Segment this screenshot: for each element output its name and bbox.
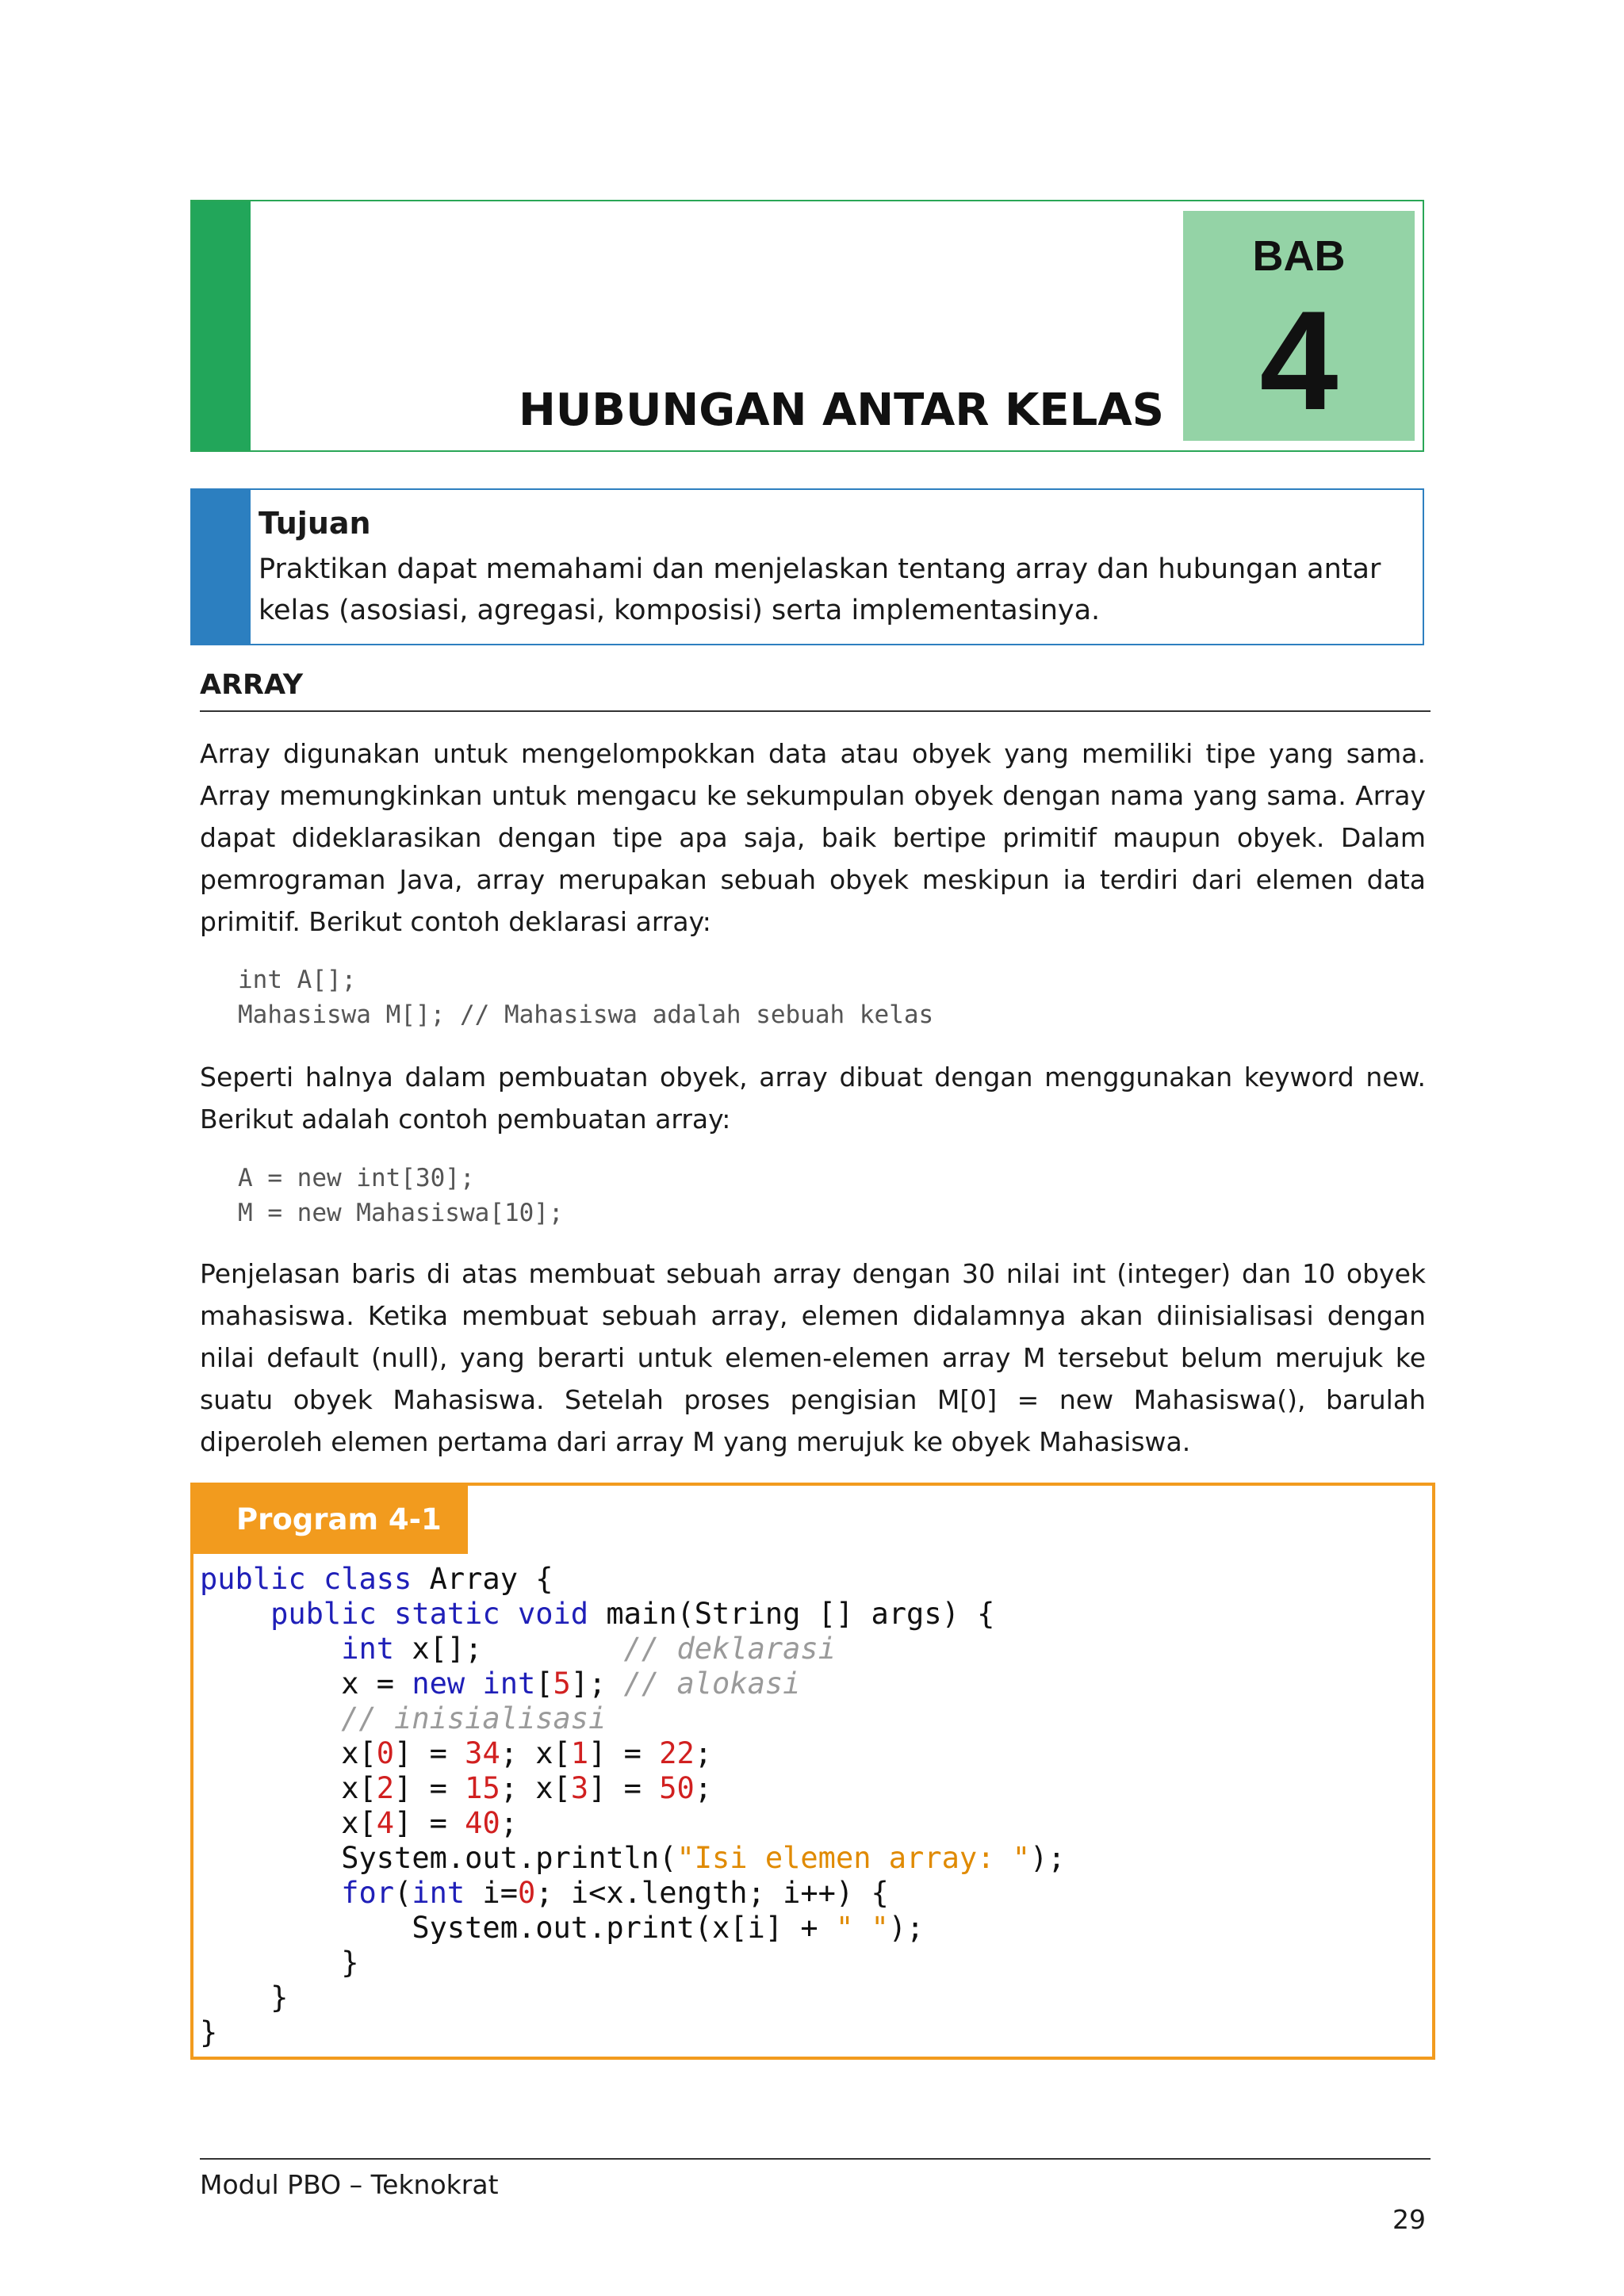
number: 4 [376,1806,395,1840]
code: System.out.print(x[i] + [412,1911,836,1945]
objective-heading: Tujuan [259,506,371,541]
bab-label: BAB [1252,232,1346,280]
kw: int [482,1667,536,1701]
code: } [200,2015,218,2049]
number: 40 [465,1806,500,1840]
code-line: M = new Mahasiswa[10]; [238,1199,564,1227]
number: 1 [570,1736,589,1770]
chapter-title: HUBUNGAN ANTAR KELAS [518,385,1164,436]
code: x[]; [394,1632,483,1666]
code: main(String [] args) { [588,1597,995,1631]
code: x[ [341,1771,377,1805]
code-instantiation [238,1161,564,1230]
code: ] = [394,1736,465,1770]
comment: // alokasi [623,1667,801,1701]
paragraph-array-intro: Array digunakan untuk mengelompokkan data atau obyek yang memiliki tipe yang sama. Array memungkinkan untuk mengacu ke sekumpulan obyek dengan nama yang sama. Array dapat dideklarasikan dengan tipe apa saja, baik bertipe primitif maupun obyek. Dalam pemrograman Java, array merupakan sebuah obyek meskipun ia terdiri dari elemen data primitif. Berikut contoh deklarasi array: [200,738,1426,937]
number: 22 [659,1736,695,1770]
code-line: A = new int[30]; [238,1164,475,1192]
kw: void [517,1597,589,1631]
kw: for [341,1876,395,1910]
string: " " [835,1911,889,1945]
section-title: ARRAY [200,669,1431,712]
chapter-header [190,200,1424,452]
code: ] = [394,1771,465,1805]
objective-box [190,488,1424,645]
kw: int [341,1632,395,1666]
code: x[ [341,1736,377,1770]
program-label: Program 4-1 [193,1486,468,1554]
code: ; [694,1771,713,1805]
paragraph-array-explanation: Penjelasan baris di atas membuat sebuah array dengan 30 nilai int (integer) dan 10 obyek mahasiswa. Ketika membuat sebuah array, elemen didalamnya akan diinisialisasi dengan nilai default (null), yang berarti untuk elemen-elemen array M tersebut belum merujuk ke suatu obyek Mahasiswa. Setelah proses pengisian M[0] = new Mahasiswa(), barulah diperoleh elemen pertama dari array M yang merujuk ke obyek Mahasiswa. [200,1258,1426,1457]
chapter-accent-bar [192,201,251,450]
code: ] = [588,1736,660,1770]
code: x[ [341,1806,377,1840]
number: 0 [517,1876,536,1910]
code: x = [341,1667,412,1701]
code: } [270,1980,289,2015]
program-code [200,1562,1066,2050]
number: 0 [376,1736,395,1770]
code: ); [888,1911,925,1945]
number: 2 [376,1771,395,1805]
code: ( [394,1876,412,1910]
number: 50 [659,1771,695,1805]
code: ); [1030,1841,1066,1875]
code: System.out.println( [341,1841,677,1875]
code-line: int A[]; [238,966,357,994]
code: ] [570,1667,589,1701]
footer-divider [200,2158,1431,2160]
objective-text: Praktikan dapat memahami dan menjelaskan tentang array dan hubungan antar kelas (asosiasi, agregasi, komposisi) serta implementasinya. [259,553,1381,626]
objective-accent-bar [192,490,251,644]
string: "Isi elemen array: " [676,1841,1030,1875]
code: ; i<x.length; i++) { [535,1876,889,1910]
program-listing [190,1483,1435,2060]
number: 34 [465,1736,500,1770]
kw: int [412,1876,465,1910]
number: 3 [570,1771,589,1805]
code: ] = [394,1806,465,1840]
comment: // inisialisasi [341,1701,607,1735]
code: ] = [588,1771,660,1805]
kw: public [270,1597,377,1631]
code: Array { [412,1562,553,1596]
page-number: 29 [1392,2204,1426,2235]
code: ; [500,1806,519,1840]
code: ; [694,1736,713,1770]
kw: static [394,1597,500,1631]
code-line: Mahasiswa M[]; // Mahasiswa adalah sebuah kelas [238,1001,934,1029]
code: ; x[ [500,1736,571,1770]
code: i= [465,1876,518,1910]
footer-text: Modul PBO – Teknokrat [200,2169,499,2200]
kw: class [323,1562,412,1596]
code: ; x[ [500,1771,571,1805]
bab-number: 4 [1259,281,1339,439]
kw: new [412,1667,465,1701]
code: } [341,1946,359,1980]
code-declaration [238,962,933,1032]
number: 15 [465,1771,500,1805]
comment: // deklarasi [623,1632,836,1666]
paragraph-array-new: Seperti halnya dalam pembuatan obyek, array dibuat dengan menggunakan keyword new. Berikut adalah contoh pembuatan array: [200,1062,1426,1135]
number: 5 [553,1667,571,1701]
code: [ [535,1667,553,1701]
kw: public [200,1562,306,1596]
code: ; [588,1667,607,1701]
chapter-number-box [1183,211,1415,441]
